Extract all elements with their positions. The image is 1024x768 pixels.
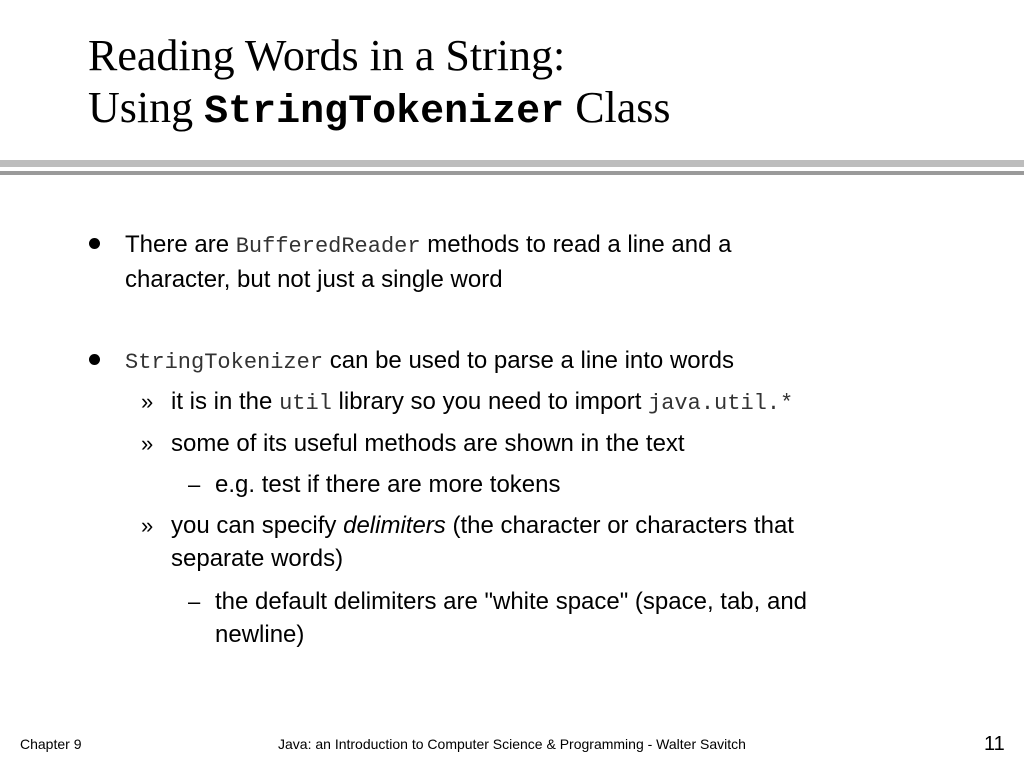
title-prefix: Using (88, 83, 194, 132)
bullet-1-prefix: There are (125, 231, 230, 258)
title-suffix: Class (575, 83, 671, 132)
title-code: StringTokenizer (204, 90, 565, 135)
sub-item-1 (171, 384, 793, 421)
page-number: 11 (984, 733, 1005, 755)
sub-item-3-prefix: you can specify (171, 512, 337, 539)
bullet-1-code: BufferedReader (235, 234, 421, 259)
dash-marker: – (188, 472, 201, 497)
footer-chapter: Chapter 9 (20, 736, 82, 752)
slide-title (88, 30, 671, 139)
sub-item-2: some of its useful methods are shown in the text (171, 430, 685, 457)
sub-bullet-marker: » (141, 431, 154, 456)
title-divider-bottom (0, 171, 1024, 175)
title-line-1: Reading Words in a String: (88, 31, 566, 80)
sub-item-1-prefix: it is in the (171, 388, 273, 415)
bullet-2-line (125, 343, 734, 380)
bullet-1-line-1 (125, 227, 731, 264)
bullet-1-line-2: character, but not just a single word (125, 266, 503, 293)
sub-item-1-code: util (279, 391, 332, 416)
bullet-dot-icon (89, 238, 100, 249)
sub-item-1-middle: library so you need to import (338, 388, 642, 415)
sub-item-3-line-2: separate words) (171, 545, 344, 572)
sub-item-3-suffix: (the character or characters that (452, 512, 794, 539)
title-line-2 (88, 82, 671, 139)
bullet-1-text: methods to read a line and a (427, 231, 732, 258)
sub-item-3-line-1 (171, 508, 794, 543)
sub-item-3-detail-line-2: newline) (215, 621, 305, 648)
sub-item-1-import: java.util.* (648, 391, 794, 416)
title-divider-top (0, 160, 1024, 167)
sub-item-3-emphasis: delimiters (343, 512, 446, 539)
footer-book-title: Java: an Introduction to Computer Science & Programming - Walter Savitch (278, 736, 746, 752)
bullet-2-code: StringTokenizer (125, 350, 324, 375)
sub-bullet-marker: » (141, 389, 154, 414)
sub-item-2-detail: e.g. test if there are more tokens (215, 471, 561, 498)
sub-bullet-marker: » (141, 513, 154, 538)
dash-marker: – (188, 589, 201, 614)
bullet-2-text: can be used to parse a line into words (329, 347, 734, 374)
sub-item-3-detail-line-1: the default delimiters are "white space" (space, tab, and (215, 588, 808, 615)
bullet-dot-icon (89, 354, 100, 365)
